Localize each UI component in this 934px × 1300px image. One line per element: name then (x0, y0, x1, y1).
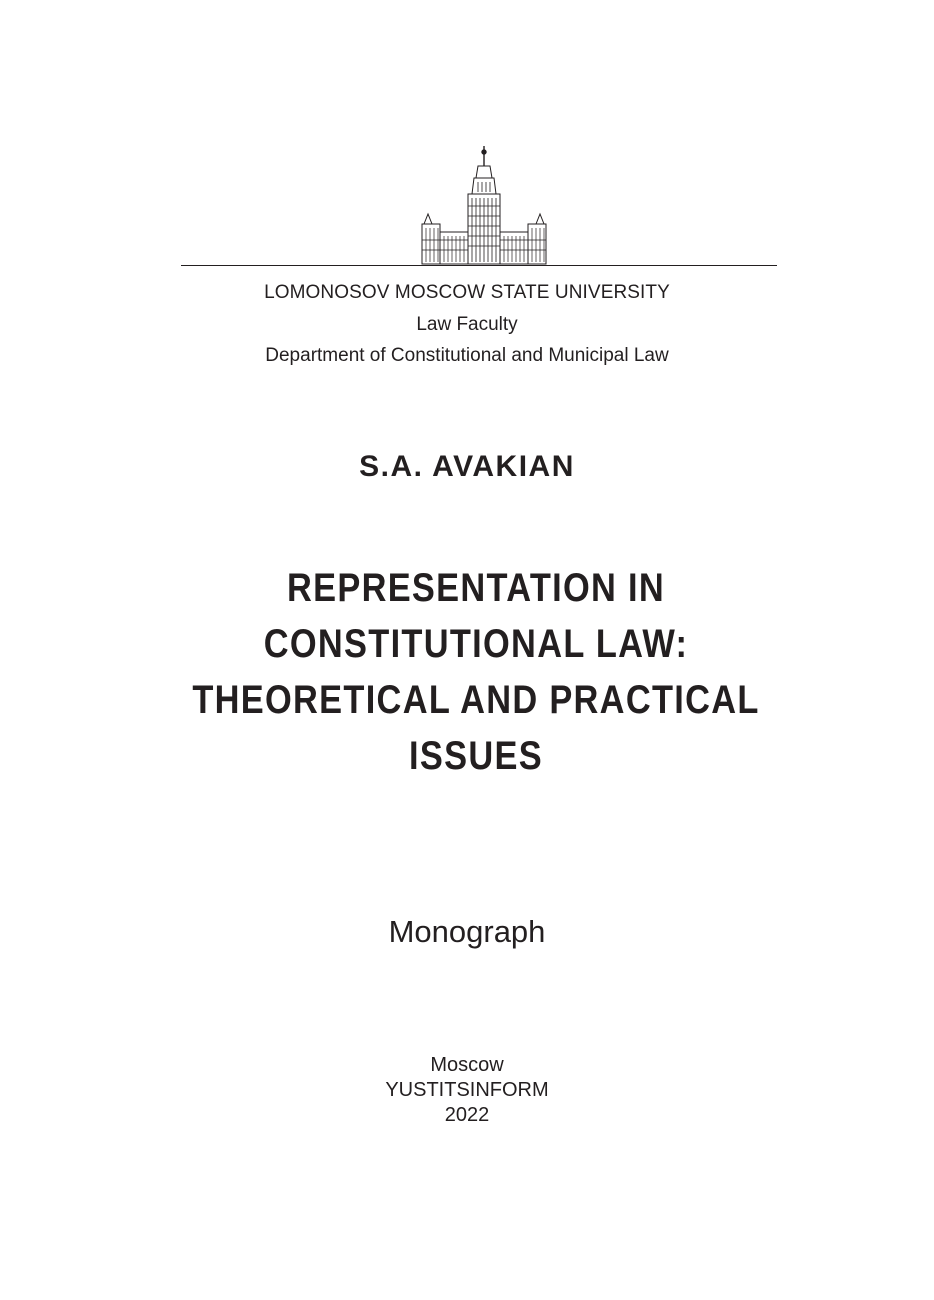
title-line: ISSUES (409, 734, 543, 778)
faculty-name: Law Faculty (416, 314, 518, 335)
genre-label: Monograph (388, 914, 546, 949)
university-name: LOMONOSOV MOSCOW STATE UNIVERSITY (264, 282, 670, 303)
title-line: REPRESENTATION IN (286, 566, 666, 610)
title-line: THEORETICAL AND PRACTICAL (192, 678, 760, 722)
imprint-city: Moscow (430, 1054, 504, 1076)
imprint-year: 2022 (444, 1104, 490, 1126)
imprint-publisher: YUSTITSINFORM (385, 1079, 549, 1101)
header-divider (181, 265, 777, 266)
author-name: S.A. AVAKIAN (359, 450, 575, 483)
department-name: Department of Constitutional and Municipal Law (265, 345, 669, 366)
university-building-icon (418, 144, 550, 268)
book-title (187, 560, 765, 784)
title-line: CONSTITUTIONAL LAW: (263, 622, 689, 666)
